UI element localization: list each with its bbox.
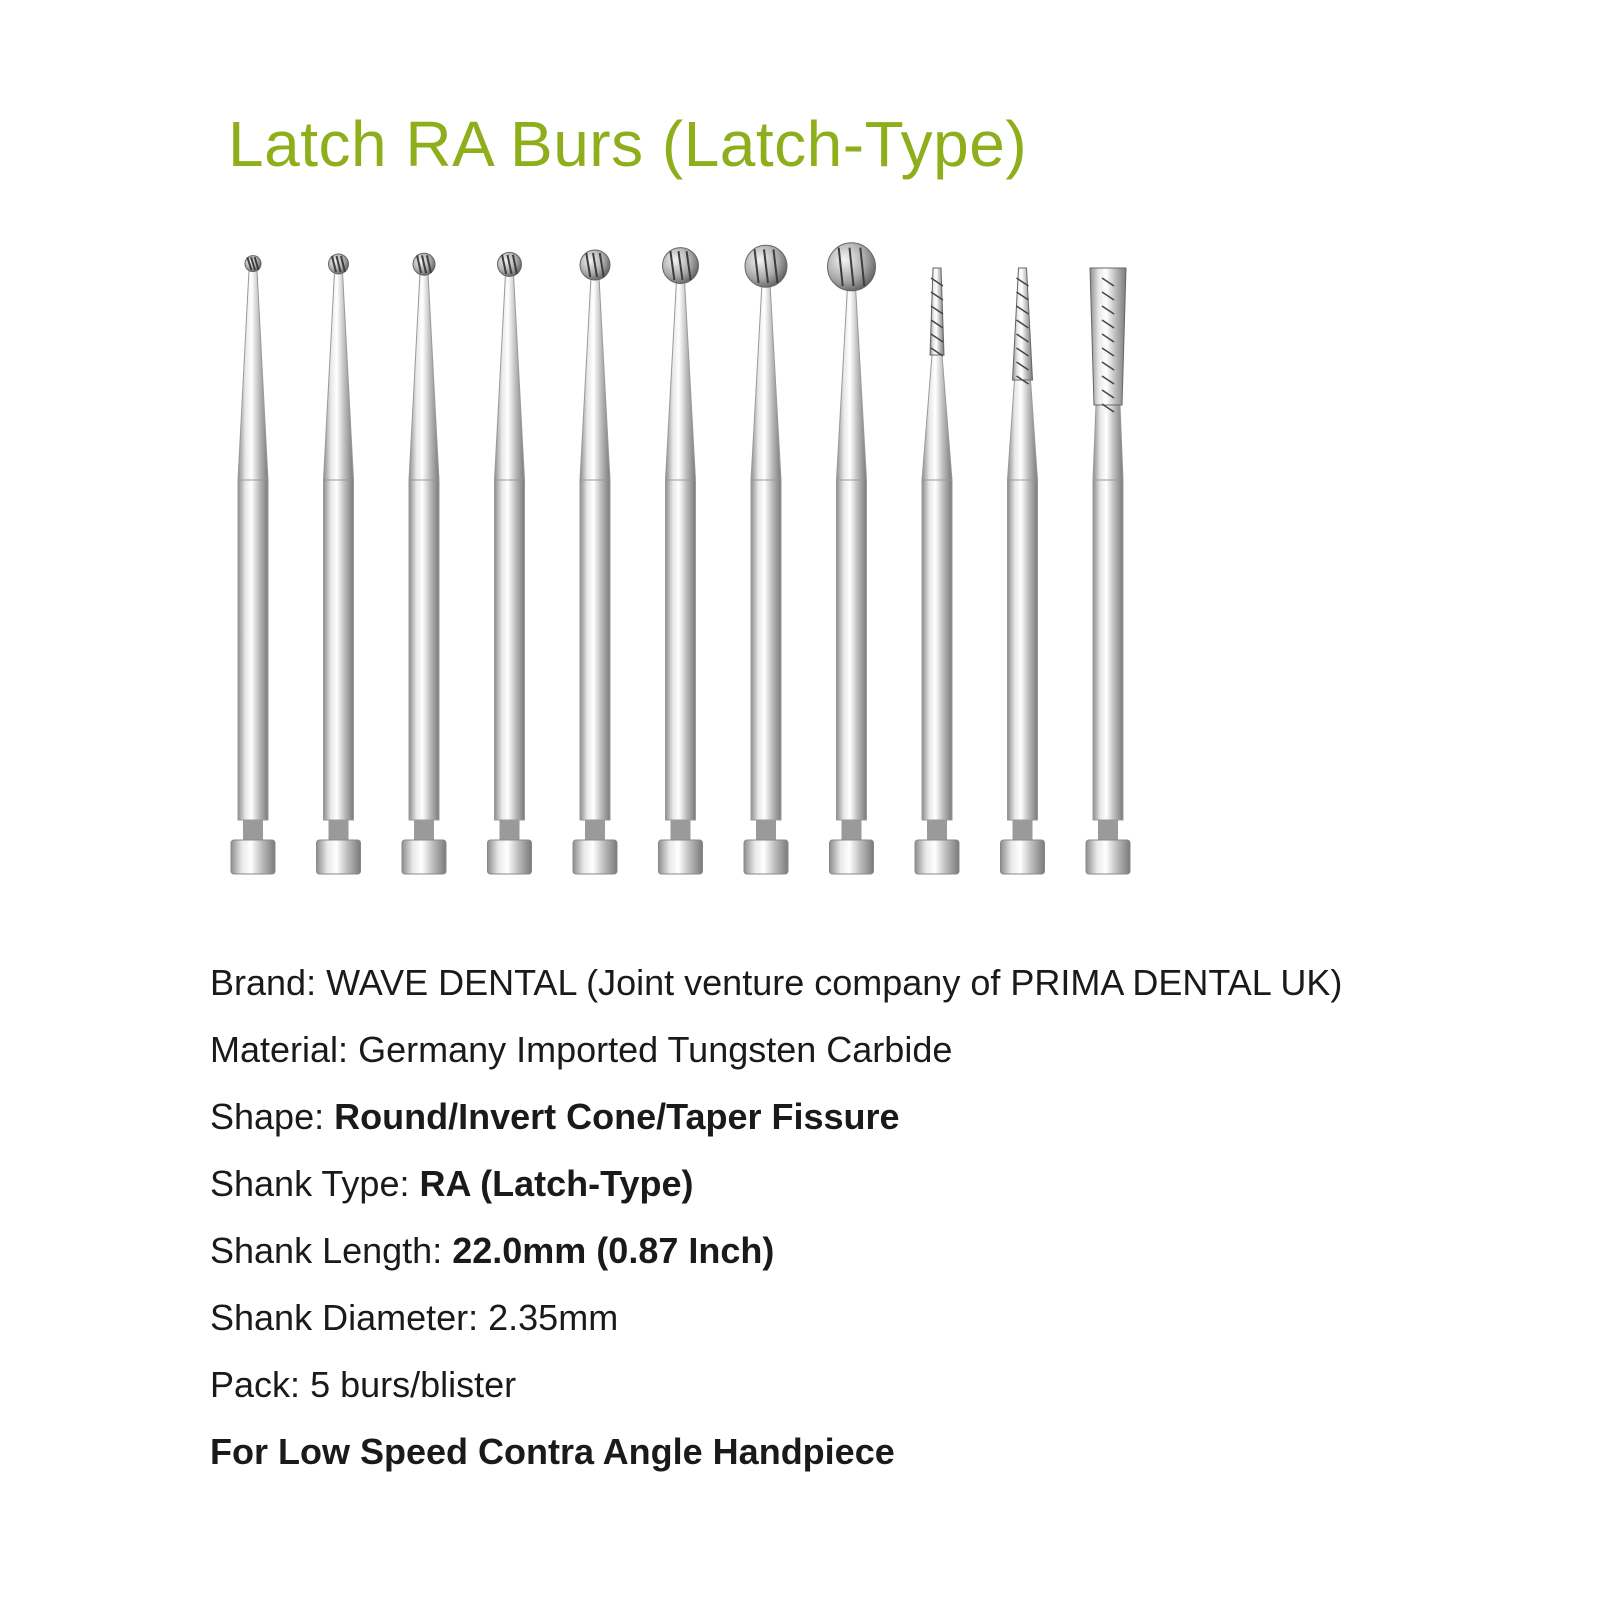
- spec-value: 2.35mm: [488, 1297, 619, 1338]
- spec-label: Shank Type:: [210, 1163, 410, 1204]
- spec-label: Shape:: [210, 1096, 325, 1137]
- bur-4: [488, 252, 532, 874]
- bur-2: [317, 254, 361, 874]
- spec-label: Brand:: [210, 962, 317, 1003]
- bur-7: [744, 245, 788, 874]
- spec-value: 5 burs/blister: [310, 1364, 517, 1405]
- spec-shape: [210, 1096, 1342, 1166]
- spec-material: [210, 1029, 1342, 1099]
- spec-brand: [210, 962, 1343, 1032]
- bur-11: [1086, 268, 1130, 874]
- spec-shank-diameter: [210, 1297, 1342, 1367]
- spec-value: Germany Imported Tungsten Carbide: [358, 1029, 953, 1070]
- spec-pack: [210, 1364, 1342, 1434]
- spec-shank-length: [210, 1230, 1342, 1300]
- spec-label: Shank Length:: [210, 1230, 443, 1271]
- spec-list: [210, 962, 1343, 1501]
- spec-shank-type: [210, 1163, 1342, 1233]
- spec-value: RA (Latch-Type): [419, 1163, 694, 1204]
- bur-8: [828, 243, 876, 874]
- usage-note: For Low Speed Contra Angle Handpiece: [210, 1431, 895, 1472]
- spec-value: Round/Invert Cone/Taper Fissure: [334, 1096, 900, 1137]
- bur-1: [231, 256, 275, 874]
- bur-3: [402, 253, 446, 874]
- bur-9: [915, 268, 959, 874]
- spec-label: Shank Diameter:: [210, 1297, 479, 1338]
- page-title: Latch RA Burs (Latch-Type): [228, 108, 1028, 180]
- spec-value: 22.0mm (0.87 Inch): [452, 1230, 775, 1271]
- bur-6: [659, 248, 703, 874]
- bur-5: [573, 250, 617, 874]
- spec-label: Material:: [210, 1029, 349, 1070]
- spec-value: WAVE DENTAL (Joint venture company of PRIMA DENTAL UK): [326, 962, 1343, 1003]
- bur-10: [1001, 268, 1045, 874]
- spec-label: Pack:: [210, 1364, 301, 1405]
